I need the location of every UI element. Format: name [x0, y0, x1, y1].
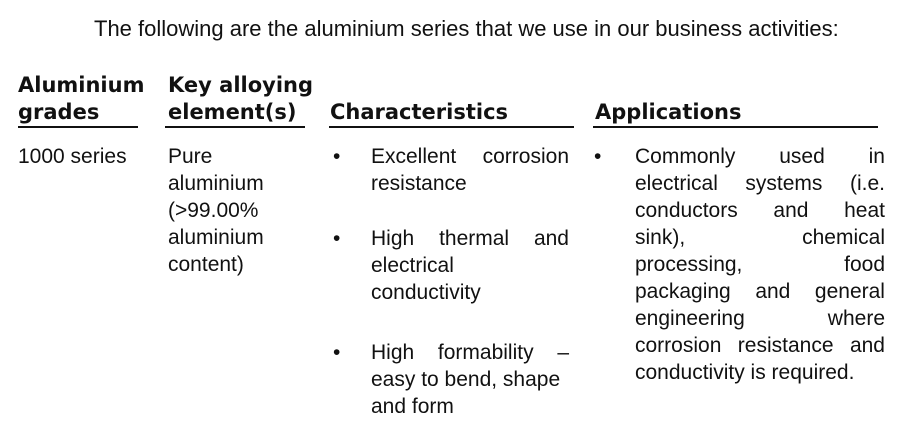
header-line: Aluminium: [18, 73, 145, 97]
bullet-icon: •: [594, 145, 602, 168]
header-characteristics: Characteristics: [330, 100, 509, 124]
text-line: [371, 366, 569, 393]
header-applications: Applications: [595, 100, 742, 124]
word: High: [371, 341, 415, 364]
cell-line: Pure: [168, 145, 213, 168]
bullet-icon: •: [333, 227, 341, 250]
word: Excellent: [371, 145, 457, 168]
text-line: [371, 143, 569, 170]
text-line: [371, 170, 569, 197]
word: systems: [745, 172, 823, 195]
word: heat: [844, 199, 885, 222]
header-key-alloying-elements: [168, 72, 313, 126]
text-line: [635, 197, 885, 224]
characteristic-item: [371, 339, 569, 420]
text-line: [635, 251, 885, 278]
text-line: [635, 305, 885, 332]
word: Commonly: [635, 145, 736, 168]
header-line: Key alloying: [168, 73, 314, 97]
word: and form: [371, 395, 454, 418]
characteristic-item: [371, 225, 569, 306]
word: processing,: [635, 253, 743, 276]
word: chemical: [802, 226, 885, 249]
text-line: [371, 393, 569, 420]
word: and: [773, 199, 809, 222]
text-line: [371, 225, 569, 252]
word: packaging: [635, 280, 731, 303]
word: conductors: [635, 199, 738, 222]
word: used: [779, 145, 825, 168]
word: food: [844, 253, 885, 276]
word: easy to bend, shape: [371, 368, 561, 391]
word: (i.e.: [849, 172, 885, 195]
word: corrosion: [482, 145, 569, 168]
application-item: [635, 143, 885, 386]
bullet-icon: •: [333, 145, 341, 168]
text-line: [371, 279, 569, 306]
word: corrosion: [635, 334, 722, 357]
text-line: [635, 278, 885, 305]
word: –: [557, 341, 569, 364]
header-line: element(s): [168, 100, 297, 124]
word: resistance: [737, 334, 834, 357]
cell-line: aluminium: [168, 172, 264, 195]
word: formability: [437, 341, 534, 364]
characteristic-item: [371, 143, 569, 197]
word: thermal: [439, 227, 510, 250]
word: and: [533, 227, 569, 250]
header-line: grades: [18, 100, 100, 124]
text-line: [635, 143, 885, 170]
text-line: [371, 339, 569, 366]
word: resistance: [371, 172, 467, 195]
header-rule-characteristics: [329, 126, 574, 128]
word: conductivity: [371, 281, 481, 304]
word: electrical: [635, 172, 718, 195]
word: general: [814, 280, 885, 303]
bullet-icon: •: [333, 341, 341, 364]
word: in: [868, 145, 885, 168]
text-line: [635, 332, 885, 359]
header-rule-applications: [593, 126, 878, 128]
header-rule-elements: [165, 126, 305, 128]
cell-grade: 1000 series: [18, 145, 127, 168]
word: and: [755, 280, 791, 303]
header-rule-grades: [18, 126, 138, 128]
text-line: [635, 359, 885, 386]
text-line: [371, 252, 569, 279]
text-line: [635, 224, 885, 251]
cell-alloying-element: [168, 143, 264, 278]
word: engineering: [635, 307, 745, 330]
word: High: [371, 227, 415, 250]
word: where: [827, 307, 885, 330]
cell-line: aluminium: [168, 226, 264, 249]
word: conductivity is required.: [635, 361, 855, 384]
intro-text: The following are the aluminium series that we use in our business activities:: [94, 16, 839, 41]
header-aluminium-grades: [18, 72, 144, 126]
word: electrical: [371, 254, 454, 277]
cell-line: (>99.00%: [168, 199, 259, 222]
cell-line: content): [168, 253, 244, 276]
word: sink),: [635, 226, 686, 249]
text-line: [635, 170, 885, 197]
word: and: [849, 334, 885, 357]
